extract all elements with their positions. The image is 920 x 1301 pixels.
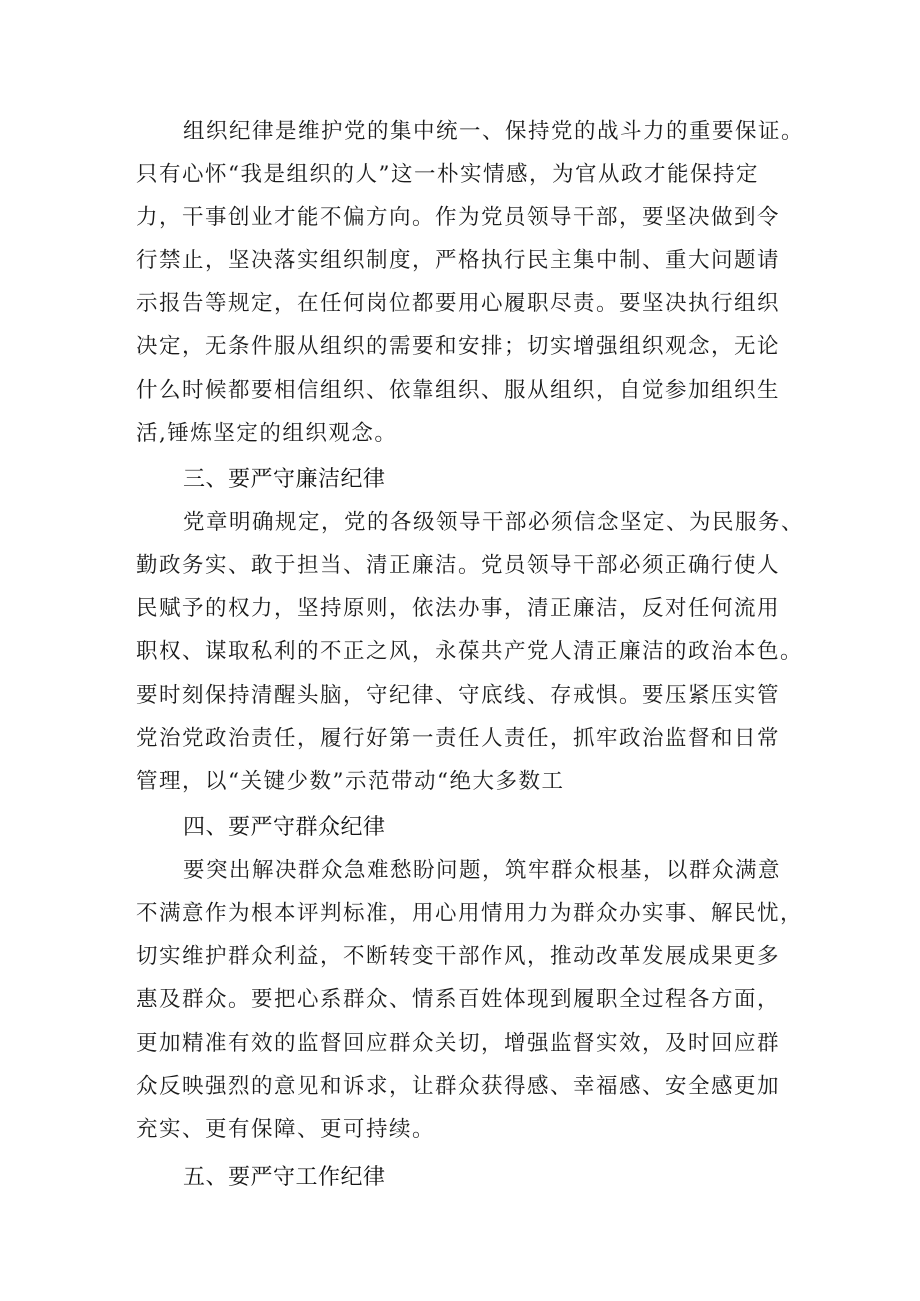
- paragraph-line: 不满意作为根本评判标准，用心用情用力为群众办实事、解民忧，: [136, 901, 804, 926]
- paragraph-line: 党章明确规定，党的各级领导干部必须信念坚定、为民服务、: [183, 510, 805, 535]
- paragraph-line: 职权、谋取私利的不正之风，永葆共产党人清正廉洁的政治本色。: [136, 639, 804, 664]
- paragraph-line: 示报告等规定，在任何岗位都要用心履职尽责。要坚决执行组织: [136, 291, 781, 316]
- paragraph-line: 管理，以“关键少数”示范带动“绝大多数工: [136, 769, 565, 794]
- section-heading: 四、要严守群众纪律: [183, 815, 386, 840]
- paragraph-line: 组织纪律是维护党的集中统一、保持党的战斗力的重要保证。: [183, 119, 805, 144]
- section-heading: 五、要严守工作纪律: [183, 1165, 386, 1190]
- section-heading: 三、要严守廉洁纪律: [183, 467, 386, 492]
- paragraph-line: 民赋予的权力，坚持原则，依法办事，清正廉洁，反对任何流用: [136, 596, 781, 621]
- paragraph-line: 勤政务实、敢于担当、清正廉洁。党员领导干部必须正确行使人: [136, 553, 781, 578]
- paragraph-line: 只有心怀“我是组织的人”这一朴实情感，为官从政才能保持定: [136, 162, 759, 187]
- paragraph-line: 决定，无条件服从组织的需要和安排；切实增强组织观念，无论: [136, 334, 781, 359]
- paragraph-line: 什么时候都要相信组织、依靠组织、服从组织，自觉参加组织生: [136, 378, 781, 403]
- paragraph-line: 要时刻保持清醒头脑，守纪律、守底线、存戒惧。要压紧压实管: [136, 683, 781, 708]
- paragraph-line: 活,锤炼坚定的组织观念。: [136, 421, 398, 446]
- paragraph-line: 行禁止，坚决落实组织制度，严格执行民主集中制、重大问题请: [136, 248, 781, 273]
- paragraph-line: 惠及群众。要把心系群众、情系百姓体现到履职全过程各方面，: [136, 987, 781, 1012]
- paragraph-line: 切实维护群众利益，不断转变干部作风，推动改革发展成果更多: [136, 944, 781, 969]
- paragraph-line: 党治党政治责任，履行好第一责任人责任，抓牢政治监督和日常: [136, 726, 781, 751]
- paragraph-line: 充实、更有保障、更可持续。: [136, 1117, 436, 1142]
- paragraph-line: 众反映强烈的意见和诉求，让群众获得感、幸福感、安全感更加: [136, 1074, 781, 1099]
- paragraph-line: 力，干事创业才能不偏方向。作为党员领导干部，要坚决做到令: [136, 205, 781, 230]
- paragraph-line: 更加精准有效的监督回应群众关切，增强监督实效，及时回应群: [136, 1031, 781, 1056]
- paragraph-line: 要突出解决群众急难愁盼问题，筑牢群众根基，以群众满意: [183, 858, 782, 883]
